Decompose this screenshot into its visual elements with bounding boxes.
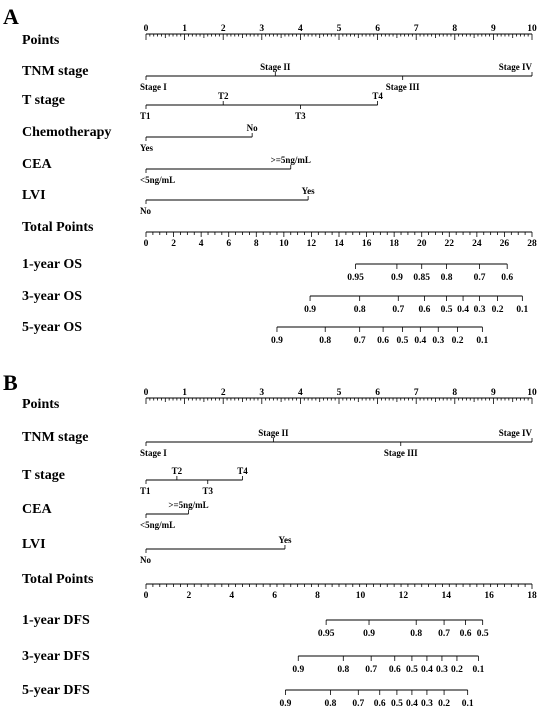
variable-label: CEA <box>22 157 52 172</box>
points-tick-label: 0 <box>143 24 149 34</box>
level-label: T2 <box>217 91 229 101</box>
level-label: No <box>140 206 151 216</box>
outcome-tick-label: 0.6 <box>501 273 514 283</box>
points-tick-label: 2 <box>220 24 226 34</box>
outcome-label: 1-year OS <box>22 257 83 272</box>
panel-letter: B <box>3 370 18 395</box>
total-points-tick-label: 26 <box>499 239 510 249</box>
total-points-label: Total Points <box>22 572 94 587</box>
outcome-tick-label: 0.4 <box>405 699 418 709</box>
level-label: Stage II <box>258 428 289 438</box>
points-tick-label: 1 <box>182 24 187 34</box>
outcome-tick-label: 0.1 <box>476 336 489 346</box>
points-axis-label: Points <box>22 33 60 48</box>
outcome-tick-label: 0.2 <box>451 665 463 675</box>
points-tick-label: 2 <box>220 388 226 398</box>
outcome-tick-label: 0.7 <box>438 629 451 639</box>
outcome-tick-label: 0.7 <box>353 336 366 346</box>
outcome-tick-label: 0.5 <box>440 305 453 315</box>
level-label: Stage IV <box>498 62 532 72</box>
outcome-tick-label: 0.6 <box>418 305 431 315</box>
total-points-tick-label: 16 <box>361 239 372 249</box>
points-tick-label: 7 <box>413 388 419 398</box>
total-points-tick-label: 10 <box>355 591 366 601</box>
variable-label: LVI <box>22 188 46 203</box>
total-points-tick-label: 4 <box>229 591 235 601</box>
total-points-tick-label: 12 <box>398 591 409 601</box>
total-points-tick-label: 6 <box>226 239 232 249</box>
total-points-tick-label: 14 <box>441 591 451 601</box>
panel-letter: A <box>3 4 19 29</box>
variable-label: CEA <box>22 502 52 517</box>
outcome-tick-label: 0.5 <box>396 336 409 346</box>
outcome-label: 3-year DFS <box>22 649 90 664</box>
total-points-label: Total Points <box>22 220 94 235</box>
points-tick-label: 9 <box>491 388 496 398</box>
outcome-tick-label: 0.8 <box>353 305 366 315</box>
total-points-tick-label: 14 <box>334 239 344 249</box>
points-tick-label: 8 <box>452 388 458 398</box>
total-points-tick-label: 20 <box>416 239 427 249</box>
total-points-tick-label: 2 <box>186 591 192 601</box>
outcome-tick-label: 0.95 <box>317 629 335 639</box>
total-points-tick-label: 18 <box>389 239 399 249</box>
outcome-tick-label: 0.5 <box>390 699 403 709</box>
variable-label: LVI <box>22 537 46 552</box>
outcome-tick-label: 0.9 <box>292 665 305 675</box>
outcome-label: 5-year OS <box>22 320 83 335</box>
total-points-tick-label: 16 <box>484 591 494 601</box>
outcome-tick-label: 0.5 <box>476 629 489 639</box>
level-label: Stage II <box>260 62 291 72</box>
outcome-tick-label: 0.3 <box>432 336 445 346</box>
outcome-tick-label: 0.9 <box>271 336 283 346</box>
outcome-tick-label: 0.1 <box>461 699 474 709</box>
total-points-tick-label: 2 <box>171 239 176 249</box>
outcome-tick-label: 0.9 <box>279 699 292 709</box>
total-points-tick-label: 28 <box>527 239 537 249</box>
total-points-tick-label: 22 <box>444 239 455 249</box>
outcome-tick-label: 0.2 <box>491 305 504 315</box>
points-tick-label: 1 <box>182 388 187 398</box>
outcome-tick-label: 0.7 <box>365 665 378 675</box>
level-label: No <box>140 555 151 565</box>
level-label: Yes <box>301 186 315 196</box>
outcome-tick-label: 0.9 <box>363 629 375 639</box>
level-label: T2 <box>171 466 183 476</box>
outcome-tick-label: 0.3 <box>473 305 486 315</box>
total-points-tick-label: 10 <box>279 239 289 249</box>
outcome-tick-label: 0.9 <box>304 305 316 315</box>
outcome-tick-label: 0.5 <box>405 665 418 675</box>
outcome-tick-label: 0.2 <box>438 699 451 709</box>
outcome-tick-label: 0.85 <box>413 273 431 283</box>
total-points-tick-label: 24 <box>472 239 482 249</box>
points-tick-label: 4 <box>298 24 303 34</box>
outcome-tick-label: 0.6 <box>377 336 390 346</box>
level-label: Stage I <box>140 448 167 458</box>
outcome-tick-label: 0.7 <box>392 305 405 315</box>
level-label: Yes <box>278 535 292 545</box>
level-label: T1 <box>140 111 151 121</box>
outcome-tick-label: 0.2 <box>451 336 464 346</box>
level-label: No <box>246 123 258 133</box>
total-points-tick-label: 8 <box>315 591 320 601</box>
variable-label: T stage <box>22 468 65 483</box>
level-label: >=5ng/mL <box>168 500 209 510</box>
variable-label: T stage <box>22 93 65 108</box>
total-points-tick-label: 0 <box>143 239 149 249</box>
outcome-tick-label: 0.8 <box>324 699 337 709</box>
points-tick-label: 5 <box>336 24 342 34</box>
variable-label: Chemotherapy <box>22 125 112 140</box>
total-points-tick-label: 0 <box>143 591 149 601</box>
outcome-tick-label: 0.4 <box>414 336 427 346</box>
level-label: <5ng/mL <box>140 520 176 530</box>
outcome-label: 1-year DFS <box>22 613 90 628</box>
points-tick-label: 6 <box>375 24 380 34</box>
outcome-tick-label: 0.7 <box>352 699 365 709</box>
outcome-label: 5-year DFS <box>22 683 90 698</box>
points-tick-label: 9 <box>491 24 496 34</box>
total-points-tick-label: 4 <box>198 239 204 249</box>
level-label: >=5ng/mL <box>270 155 311 165</box>
outcome-label: 3-year OS <box>22 289 83 304</box>
points-tick-label: 3 <box>259 24 265 34</box>
total-points-tick-label: 8 <box>253 239 259 249</box>
level-label: Stage III <box>383 448 418 458</box>
outcome-tick-label: 0.6 <box>373 699 386 709</box>
total-points-tick-label: 6 <box>272 591 278 601</box>
points-tick-label: 6 <box>375 388 380 398</box>
outcome-tick-label: 0.6 <box>388 665 401 675</box>
points-tick-label: 10 <box>527 388 537 398</box>
level-label: T3 <box>202 486 214 496</box>
outcome-tick-label: 0.8 <box>410 629 423 639</box>
level-label: Stage I <box>140 82 167 92</box>
total-points-tick-label: 12 <box>306 239 317 249</box>
points-tick-label: 0 <box>143 388 149 398</box>
points-tick-label: 5 <box>336 388 342 398</box>
outcome-tick-label: 0.3 <box>420 699 433 709</box>
outcome-tick-label: 0.3 <box>435 665 448 675</box>
outcome-tick-label: 0.4 <box>457 305 470 315</box>
outcome-tick-label: 0.95 <box>347 273 364 283</box>
points-tick-label: 10 <box>527 24 537 34</box>
outcome-tick-label: 0.1 <box>472 665 485 675</box>
outcome-tick-label: 0.9 <box>390 273 403 283</box>
outcome-tick-label: 0.8 <box>440 273 453 283</box>
outcome-tick-label: 0.8 <box>337 665 350 675</box>
level-label: Stage III <box>385 82 420 92</box>
total-points-tick-label: 18 <box>527 591 537 601</box>
outcome-tick-label: 0.7 <box>473 273 486 283</box>
outcome-tick-label: 0.4 <box>420 665 433 675</box>
level-label: T4 <box>372 91 383 101</box>
level-label: <5ng/mL <box>140 175 176 185</box>
level-label: T3 <box>295 111 306 121</box>
outcome-tick-label: 0.8 <box>319 336 332 346</box>
outcome-tick-label: 0.1 <box>516 305 529 315</box>
level-label: T4 <box>237 466 248 476</box>
variable-label: TNM stage <box>22 64 89 79</box>
level-label: Yes <box>140 143 153 153</box>
points-tick-label: 3 <box>259 388 265 398</box>
points-tick-label: 8 <box>452 24 458 34</box>
points-tick-label: 4 <box>298 388 303 398</box>
points-axis-label: Points <box>22 397 60 412</box>
points-tick-label: 7 <box>413 24 419 34</box>
level-label: Stage IV <box>498 428 532 438</box>
level-label: T1 <box>140 486 151 496</box>
outcome-tick-label: 0.6 <box>459 629 472 639</box>
variable-label: TNM stage <box>22 430 89 445</box>
